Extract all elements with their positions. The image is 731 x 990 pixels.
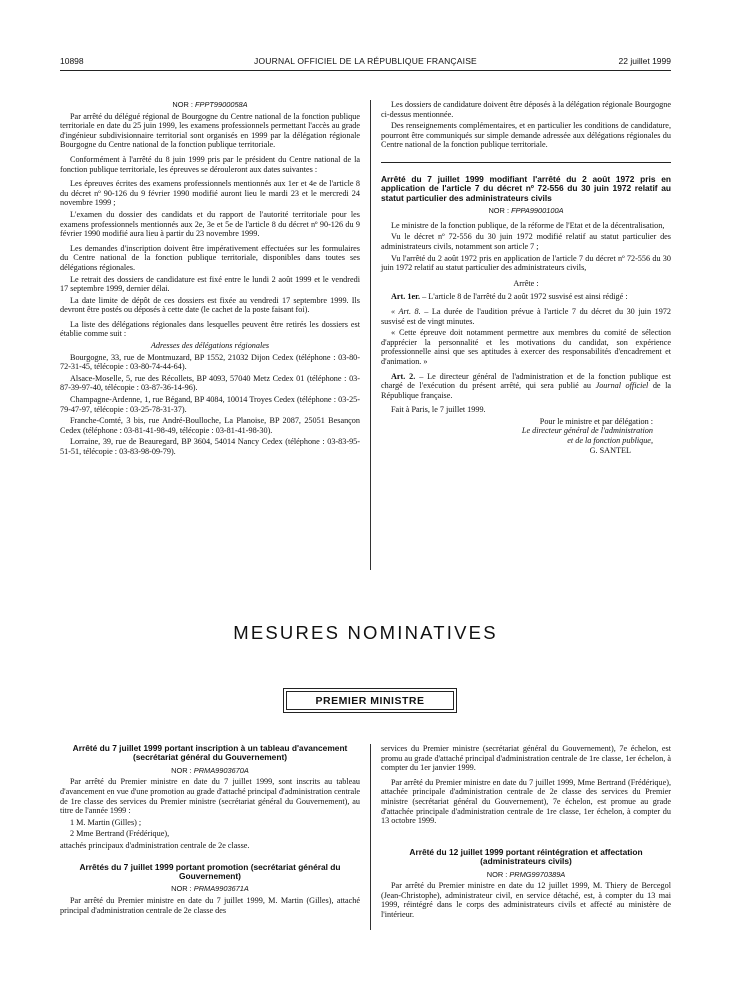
paragraph: La date limite de dépôt de ces dossiers est fixée au vendredi 17 septembre 1999. Ils devront être postés ou déposés à cette date (le cachet de la poste faisant foi). (60, 295, 360, 315)
done-at: Fait à Paris, le 7 juillet 1999. (391, 405, 486, 415)
arrete-heading: Arrête : (513, 278, 539, 288)
list-item: 2 Mme Bertrand (Frédérique), (70, 829, 170, 839)
journal-title: JOURNAL OFFICIEL DE LA RÉPUBLIQUE FRANÇAISE (254, 56, 477, 66)
address-entry: Bourgogne, 33, rue de Montmuzard, BP 1552, 21032 Dijon Cedex (téléphone : 03-80-72-31-45, télécopie : 03-80-74-44-64). (60, 352, 360, 372)
paragraph: Les demandes d'inscription doivent être impérativement effectuées sur les formulaires du Centre national de la fonction publique territoriale, disponibles dans toutes ses délégations régionales. (60, 243, 360, 272)
signature-line: et de la fonction publique, (567, 436, 653, 446)
section-rule (381, 162, 671, 163)
page-header (60, 56, 671, 71)
paragraph: Vu l'arrêté du 2 août 1972 pris en application de l'article 7 du décret nº 72-556 du 30 juin 1972 relatif au statut particulier des administrateurs civils, (381, 253, 671, 273)
address-entry: Lorraine, 39, rue de Beauregard, BP 3604, 54014 Nancy Cedex (téléphone : 03-83-95-51-51, télécopie : 03-83-98-09-79). (60, 437, 360, 456)
paragraph: Par arrêté du délégué régional de Bourgogne du Centre national de la fonction publique territoriale en date du 25 juin 1999, les examens professionnels permettant l'accès au grade d'ingénieur subdivisionnaire territorial sont organisés en 1999 par la délégation régionale Bourgogne du Centre national de la fonction publique territoriale. (60, 111, 360, 150)
paragraph: attachés principaux d'administration centrale de 2e classe. (60, 840, 250, 850)
ministry-box (283, 688, 457, 713)
paragraph: Par arrêté du Premier ministre en date du 7 juillet 1999, M. Martin (Gilles), attaché principal d'administration centrale de 2e classe des (60, 895, 360, 915)
paragraph: Le ministre de la fonction publique, de la réforme de l'Etat et de la décentralisation, (391, 220, 665, 230)
address-entry: Champagne-Ardenne, 1, rue Bégand, BP 4084, 10014 Troyes Cedex (téléphone : 03-25-79-47-97, télécopie : 03-25-78-31-37). (60, 395, 360, 414)
issue-date: 22 juillet 1999 (618, 56, 671, 66)
nor-reference: NOR : PRMA9903670A (171, 765, 249, 775)
paragraph: Par arrêté du Premier ministre en date du 7 juillet 1999, Mme Bertrand (Frédérique), attachée principale d'administration centrale de 2e classe des services du Premier ministre (secrétariat général du Gouvernement), 7e échelon, est promue au grade d'attachée principale d'administration centrale de 1re classe, 1er échelon, à compter du 13 octobre 1999. (381, 777, 671, 826)
paragraph: Le retrait des dossiers de candidature est fixé entre le lundi 2 août 1999 et le vendredi 17 septembre 1999, dernier délai. (60, 274, 360, 294)
signature-line: Pour le ministre et par délégation : (539, 416, 653, 426)
nor-reference: NOR : PRMA9903671A (171, 884, 249, 894)
nor-reference: NOR : PRMG9970389A (486, 869, 566, 879)
ministry-label: PREMIER MINISTRE (286, 691, 454, 710)
article-title: Arrêté du 7 juillet 1999 portant inscription à un tableau d'avancement (secrétariat général du Gouvernement) (72, 743, 348, 763)
article-title: Arrêté du 7 juillet 1999 modifiant l'arrêté du 2 août 1972 pris en application de l'article 7 du décret nº 72-556 du 30 juin 1972 relatif au statut particulier des administrateurs civils (381, 173, 671, 203)
article-2: Art. 2. – Le directeur général de l'administration et de la fonction publique est chargé de l'exécution du présent arrêté, qui sera publié au Journal officiel de la République française. (381, 371, 671, 400)
signatory-name: G. SANTEL (589, 445, 631, 455)
signature-line: Le directeur général de l'administration (521, 426, 653, 436)
paragraph: Par arrêté du Premier ministre en date du 7 juillet 1999, sont inscrits au tableau d'avancement en vue d'une promotion au grade d'attaché principal d'administration centrale de 1re classe des services du Premier ministre (secrétariat général du Gouvernement), au titre de l'année 1999 : (60, 777, 360, 816)
paragraph: Les dossiers de candidature doivent être déposés à la délégation régionale Bourgogne ci-dessus mentionnée. (381, 100, 671, 119)
paragraph: Des renseignements complémentaires, et en particulier les conditions de candidature, pourront être communiqués sur simple demande adressée aux délégations régionales du Centre national de la fonction publique territoriale. (381, 121, 671, 150)
top-left-column (60, 100, 360, 459)
article-title: Arrêté du 12 juillet 1999 portant réintégration et affectation (administrateurs civils) (409, 846, 643, 867)
nor-reference: NOR : FPPT9900058A (172, 100, 248, 109)
top-right-column (381, 100, 671, 455)
bottom-left-column (60, 744, 360, 917)
list-item: 1 M. Martin (Gilles) ; (70, 817, 142, 827)
paragraph: Vu le décret nº 72-556 du 30 juin 1972 modifié relatif au statut particulier des administrateurs civils, notamment son article 7 ; (381, 232, 671, 251)
quoted-paragraph: « Cette épreuve doit notamment permettre aux membres du comité de sélection d'apprécier la personnalité et les motivations du candidat, son expérience professionnelle ainsi que ses aptitudes à exercer des responsabilités d'encadrement et d'animation. » (381, 328, 671, 366)
addresses-subheading: Adresses des délégations régionales (150, 341, 270, 351)
article-1: Art. 1er. – L'article 8 de l'arrêté du 2 août 1972 susvisé est ainsi rédigé : (391, 292, 628, 302)
column-divider (370, 744, 371, 930)
paragraph: services du Premier ministre (secrétariat général du Gouvernement), 7e échelon, est promu au grade d'attaché principal d'administration centrale de 1re classe, 1er échelon, à compter du 1er janvier 1999. (381, 744, 671, 773)
section-heading: MESURES NOMINATIVES (233, 622, 498, 643)
paragraph: La liste des délégations régionales dans lesquelles peuvent être retirés les dossiers est établie comme suit : (60, 319, 360, 339)
paragraph: L'examen du dossier des candidats et du rapport de l'autorité territoriale pour les examens professionnels mentionnés aux 2e, 3e et 5e de l'article 8 du décret nº 90-126 du 9 février 1990 modifié aura lieu à partir du 23 novembre 1999. (60, 209, 360, 239)
address-entry: Alsace-Moselle, 5, rue des Récollets, BP 4093, 57040 Metz Cedex 01 (téléphone : 03-87-39-97-40, télécopie : 03-87-36-14-96). (60, 373, 360, 393)
article-title: Arrêtés du 7 juillet 1999 portant promotion (secrétariat général du Gouvernement) (79, 861, 341, 881)
nor-reference: NOR : FPPA9900100A (488, 206, 564, 216)
paragraph: Les épreuves écrites des examens professionnels mentionnés aux 1er et 4e de l'article 8 du décret nº 90-126 du 9 février 1990 modifié auront lieu le mardi 23 et le mercredi 24 novembre 1999 ; (60, 179, 360, 208)
quoted-article-8: « Art. 8. – La durée de l'audition prévue à l'article 7 du décret du 30 juin 1972 susvisé est de vingt minutes. (381, 306, 671, 326)
bottom-right-column (381, 744, 671, 922)
address-entry: Franche-Comté, 3 bis, rue André-Boulloche, La Planoise, BP 2087, 25051 Besançon Cedex (téléphone : 03-81-41-98-49, télécopie : 03-81-41-98-30). (60, 416, 360, 435)
paragraph: Par arrêté du Premier ministre en date du 12 juillet 1999, M. Thiery de Bercegol (Jean-Christophe), administrateur civil, en service détaché, est, à compter du 13 mai 1999, réintégré dans le corps des administrateurs civils et affecté au ministère de l'intérieur. (381, 881, 671, 919)
column-divider (370, 100, 371, 570)
paragraph: Conformément à l'arrêté du 8 juin 1999 pris par le président du Centre national de la fonction publique territoriale, les épreuves se dérouleront aux dates suivantes : (60, 154, 360, 174)
page-number: 10898 (60, 56, 84, 66)
